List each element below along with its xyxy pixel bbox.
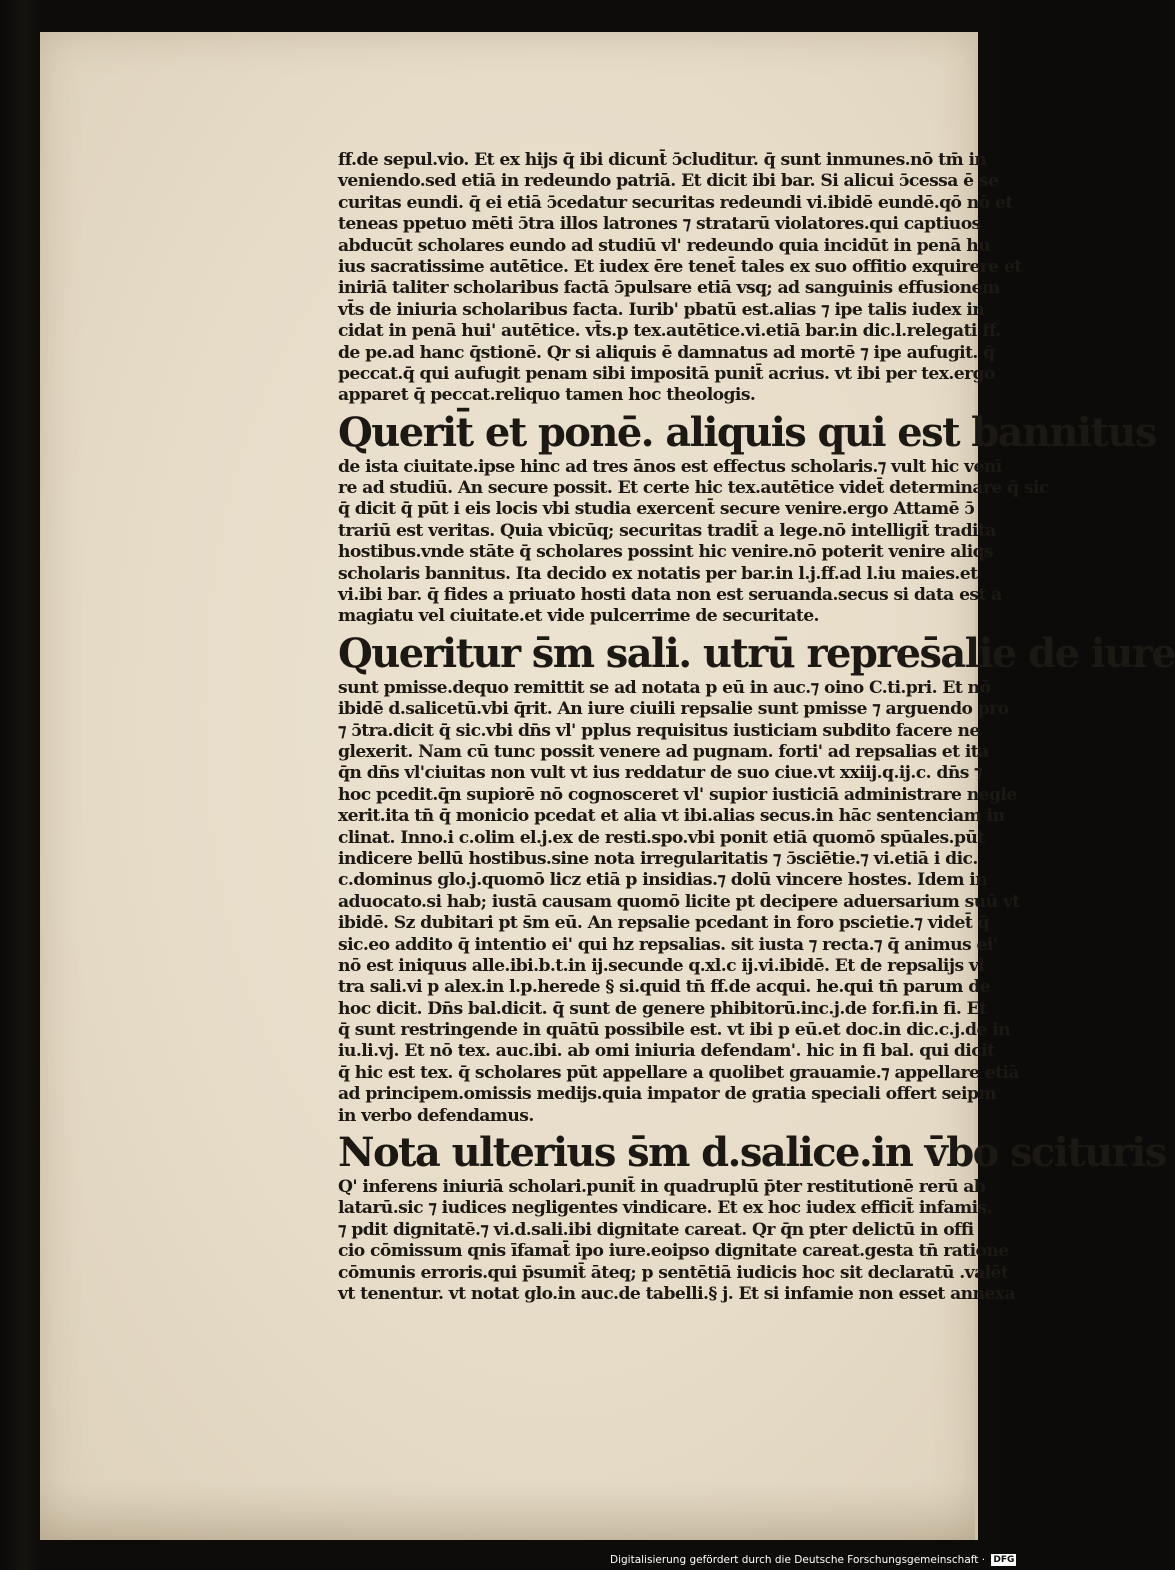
section-heading-3: Nota ulterius s̄m d.salice.in v̄bo scituris [338,1129,1166,1177]
text-line: teneas ppetuo mēti ɔ̄tra illos latrones ⁊ stratarū violatores.qui captiuos [338,214,981,235]
dfg-logo: DFG [993,1555,1015,1565]
text-column [338,150,1175,1305]
text-line: cidat in penā hui' autētice. vt̄s.p tex.autētice.vi.etiā bar.in dic.l.relegati ff. [338,321,1001,342]
text-line: peccat.q̄ qui aufugit penam sibi impositā punit̄ acrius. vt ibi per tex.ergo [338,363,995,384]
text-line: ff.de sepul.vio. Et ex hijs q̄ ibi dicunt̄ ɔ̄cluditur. q̄ sunt inmunes.nō tm̄ in [338,150,987,170]
text-line: trariū est veritas. Quia vbicūq; securitas tradit̄ a lege.nō intelligit̄ tradita [338,520,996,541]
text-line: curitas eundi. q̄ ei etiā ɔ̄cedatur securitas redeundi vi.ibidē eundē.qō nō et [338,192,1013,213]
text-line: scholaris bannitus. Ita decido ex notatis per bar.in l.j.ff.ad l.iu maies.et [338,563,978,584]
text-line: de ista ciuitate.ipse hinc ad tres ānos est effectus scholaris.⁊ vult hic venī [338,456,1002,477]
text-line: q̄ dicit q̄ pūt i eis locis vbi studia exercent̄ secure venire.ergo Attamē ɔ̄ [338,499,975,520]
text-line: latarū.sic ⁊ iudices negligentes vindicare. Et ex hoc iudex efficit̄ infamis. [338,1198,993,1219]
text-line: clinat. Inno.i c.olim el.j.ex de resti.spo.vbi ponit etiā quomō spūales.pūt [338,827,985,848]
paragraph-2 [338,456,1049,628]
text-line: sic.eo addito q̄ intentio ei' qui hz repsalias. sit iusta ⁊ recta.⁊ q̄ animus ei' [338,934,998,955]
text-line: vi.ibi bar. q̄ fides a priuato hosti data non est seruanda.secus si data est a [338,585,1002,606]
text-line: hostibus.vnde stāte q̄ scholares possint hic venire.nō poterit venire aliqs [338,542,994,563]
text-line: ⁊ pdit dignitatē.⁊ vi.d.sali.ibi dignitate careat. Qr q̄n pter delictū in offi [338,1219,974,1240]
text-line: c.dominus glo.j.quomō licz etiā p insidias.⁊ dolū vincere hostes. Idem in [338,870,988,891]
text-line: Q' inferens iniuriā scholari.punit̄ in quadruplū p̄ter restitutionē rerū ab [338,1177,986,1198]
text-line: ibidē d.salicetū.vbi q̄rit. An iure ciuili repsalie sunt pmisse ⁊ arguendo pro [338,699,1009,720]
text-line: hoc dicit. Dn̄s bal.dicit. q̄ sunt de genere phibitorū.inc.j.de for.fi.in fi. Et [338,998,987,1019]
text-line: q̄n dn̄s vl'ciuitas non vult vt ius reddatur de suo ciue.vt xxiij.q.ij.c. dn̄s ⁊ [338,763,983,784]
text-line: cōmunis erroris.qui p̄sumit̄ āteq; p sentētiā iudicis hoc sit declaratū .valēt [338,1262,1009,1283]
section-heading-2: Queritur s̄m sali. utrū repres̄alie de iure [338,629,1175,677]
text-line: re ad studiū. An secure possit. Et certe hic tex.autētice videt̄ determinare q̄ sic [338,478,1049,499]
text-line: in verbo defendamus. [338,1105,534,1126]
text-line: de pe.ad hanc q̄stionē. Qr si aliquis ē damnatus ad mortē ⁊ ipe aufugit. q̄ [338,342,995,363]
text-line: aduocato.si hab; iustā causam quomō licite pt decipere aduersarium suū vt [338,891,1020,912]
text-line: nō est iniquus alle.ibi.b.t.in ij.secunde q.xl.c ij.vi.ibidē. Et de repsalijs vl [338,955,985,976]
text-line: q̄ sunt restringende in quātū possibile est. vt ibi p eū.et doc.in dic.c.j.de in [338,1020,1011,1041]
section-heading-1: Querit̄ et ponē. aliquis qui est bannitus [338,408,1156,456]
text-line: vt̄s de iniuria scholaribus facta. Iurib' pbatū est.alias ⁊ ipe talis iudex in [338,299,985,320]
text-line: apparet q̄ peccat.reliquo tamen hoc theologis. [338,385,756,406]
text-line: ius sacratissime autētice. Et iudex ēre tenet̄ tales ex suo offitio exquirere et [338,256,1022,277]
text-line: iniriā taliter scholaribus factā ɔ̄pulsare etiā vsq; ad sanguinis effusionem [338,278,1000,299]
text-line: glexerit. Nam cū tunc possit venere ad pugnam. forti' ad repsalias et ita [338,741,989,762]
text-line: ibidē. Sz dubitari pt s̄m eū. An repsalie pcedant in foro pscietie.⁊ videt̄ q̄ [338,913,989,934]
text-line: cio cōmissum qnis īfamat̄ ipo iure.eoipso dignitate careat.gesta tn̄ ratione [338,1241,1009,1262]
text-line: hoc pcedit.q̄n supiorē nō cognosceret vl' supior iusticiā administrare negle [338,784,1017,805]
text-line: magiatu vel ciuitate.et vide pulcerrime de securitate. [338,606,819,627]
text-line: sunt pmisse.dequo remittit se ad notata p eū in auc.⁊ oino C.ti.pri. Et nō [338,677,991,698]
paragraph-1 [338,150,1022,407]
text-line: indicere bellū hostibus.sine nota irregularitatis ⁊ ɔ̄sciētie.⁊ vi.etiā i dic. [338,848,978,869]
text-line: q̄ hic est tex. q̄ scholares pūt appellare a quolibet grauamie.⁊ appellare etiā [338,1062,1019,1083]
text-line: xerit.ita tn̄ q̄ monicio pcedat et alia vt ibi.alias secus.in hāc sentenciam in [338,806,1005,827]
funding-credit: Digitalisierung gefördert durch die Deutsche Forschungsgemeinschaft · [610,1554,986,1566]
text-line: abducūt scholares eundo ad studiū vl' redeundo quia incidūt in penā hu [338,235,990,256]
funding-footer [610,1552,1015,1568]
text-line: ad principem.omissis medijs.quia impator de gratia speciali offert seipm [338,1084,996,1105]
text-line: vt tenentur. vt notat glo.in auc.de tabelli.§ j. Et si infamie non esset annexa [338,1283,1015,1304]
text-line: tra sali.vi p alex.in l.p.herede § si.quid tn̄ ff.de acqui. he.qui tn̄ parum de [338,977,991,998]
text-line: veniendo.sed etiā in redeundo patriā. Et dicit ibi bar. Si alicui ɔ̄cessa ē se [338,171,999,192]
text-line: ⁊ ɔ̄tra.dicit q̄ sic.vbi dn̄s vl' pplus requisitus iusticiam subdito facere ne [338,720,980,741]
paragraph-4 [338,1177,1015,1305]
paragraph-3 [338,677,1020,1127]
text-line: iu.li.vj. Et nō tex. auc.ibi. ab omi iniuria defendam'. hic in fi bal. qui dicit [338,1041,995,1062]
